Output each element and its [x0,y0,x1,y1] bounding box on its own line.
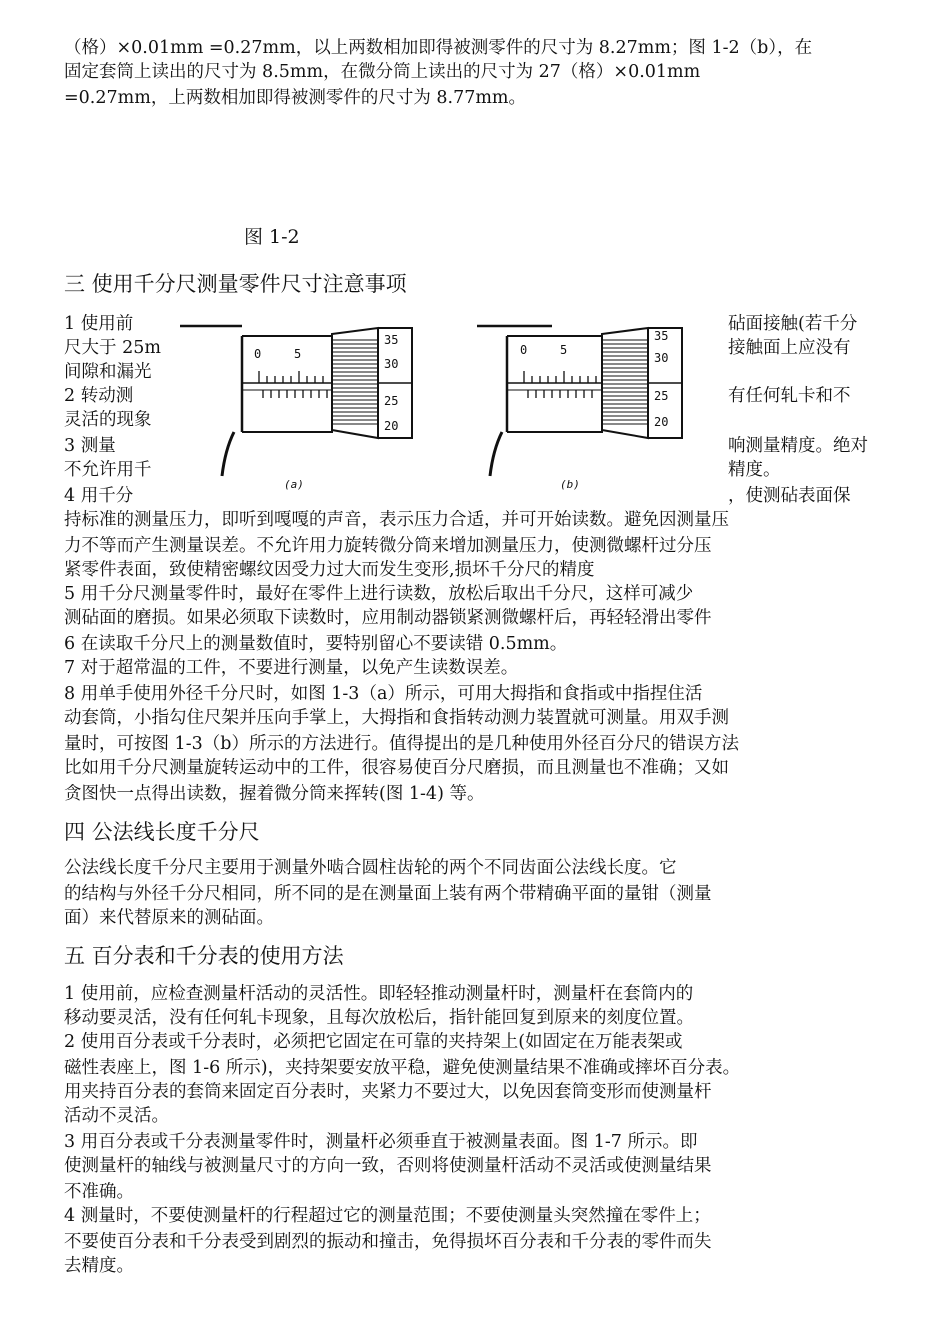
thimble-label: 35 [384,333,399,347]
text-line: 比如用千分尺测量旋转运动中的工件，很容易使百分尺磨损，而且测量也不准确；又如 [64,758,729,778]
thimble-label: 25 [384,394,399,408]
text-line: 2 转动测 [64,386,134,406]
text-line: 间隙和漏光 [64,362,152,382]
text-line: 7 对于超常温的工件，不要进行测量，以免产生读数误差。 [64,658,519,678]
text-line: 移动要灵活，没有任何轧卡现象，且每次放松后，指针能回复到原来的刻度位置。 [64,1008,694,1028]
text-line: 磁性表座上，图 1-6 所示)，夹持架要安放平稳，避免使测量结果不准确或摔坏百分表。 [64,1058,741,1078]
text-line: 使测量杆的轴线与被测量尺寸的方向一致，否则将使测量杆活动不灵活或使测量结果 [64,1156,712,1176]
thimble-label: 25 [654,389,669,403]
text-line: 8 用单手使用外径千分尺时，如图 1-3（a）所示，可用大拇指和食指或中指捏住活 [64,684,703,704]
text-line: 活动不灵活。 [64,1106,169,1126]
text-line: 3 用百分表或千分表测量零件时，测量杆必须垂直于被测量表面。图 1-7 所示。即 [64,1132,698,1152]
text-line: ，使测砧表面保 [728,486,851,506]
thimble-label: 35 [654,329,669,343]
text-line: 持标准的测量压力，即听到嘎嘎的声音，表示压力合适，并可开始读数。避免因测量压 [64,510,729,530]
text-line: 5 用千分尺测量零件时，最好在零件上进行读数，放松后取出千分尺，这样可减少 [64,584,694,604]
text-line: 不要使百分表和千分表受到剧烈的振动和撞击，免得损坏百分表和千分表的零件而失 [64,1232,712,1252]
text-line: 尺大于 25m [64,338,161,358]
thimble-label: 20 [384,419,399,433]
text-line: 有任何轧卡和不 [728,386,851,406]
text-line: 砧面接触(若千分 [728,314,858,334]
text-line: 4 用千分 [64,486,134,506]
subfigure-label-b: (b) [560,478,580,491]
text-line: 紧零件表面，致使精密螺纹因受力过大而发生变形,损坏千分尺的精度 [64,560,595,580]
sleeve-label: 5 [294,347,302,361]
text-line: 响测量精度。绝对 [728,436,868,456]
text-line: 的结构与外径千分尺相同，所不同的是在测量面上装有两个带精确平面的量钳（测量 [64,884,712,904]
text-line: 4 测量时，不要使测量杆的行程超过它的测量范围；不要使测量头突然撞在零件上； [64,1206,711,1226]
text-line: 精度。 [728,460,781,480]
section-heading: 三 使用千分尺测量零件尺寸注意事项 [64,272,407,296]
text-line: 贪图快一点得出读数，握着微分筒来挥转(图 1-4) 等。 [64,784,485,804]
text-line: （格）×0.01mm =0.27mm，以上两数相加即得被测零件的尺寸为 8.27mm；图 1-2（b），在 [64,38,813,58]
thimble-label: 30 [384,357,399,371]
sleeve-label: 5 [560,343,568,357]
text-line: 1 使用前，应检查测量杆活动的灵活性。即轻轻推动测量杆时，测量杆在套筒内的 [64,984,694,1004]
subfigure-label-a: (a) [284,478,304,491]
text-line: 2 使用百分表或千分表时，必须把它固定在可靠的夹持架上(如固定在万能表架或 [64,1032,683,1052]
thimble-label: 30 [654,351,669,365]
text-line: 3 测量 [64,436,116,456]
thimble-label: 20 [654,415,669,429]
text-line: 固定套筒上读出的尺寸为 8.5mm，在微分筒上读出的尺寸为 27（格）×0.01mm [64,62,701,82]
text-line: 量时，可按图 1-3（b）所示的方法进行。值得提出的是几种使用外径百分尺的错误方法 [64,734,739,754]
section-heading: 四 公法线长度千分尺 [64,820,260,844]
text-line: 动套筒，小指勾住尺架并压向手掌上，大拇指和食指转动测力装置就可测量。用双手测 [64,708,729,728]
text-line: 公法线长度千分尺主要用于测量外啮合圆柱齿轮的两个不同齿面公法线长度。它 [64,858,677,878]
text-line: =0.27mm，上两数相加即得被测零件的尺寸为 8.77mm。 [64,88,527,108]
text-line: 面）来代替原来的测砧面。 [64,908,274,928]
text-line: 用夹持百分表的套筒来固定百分表时，夹紧力不要过大，以免因套筒变形而使测量杆 [64,1082,712,1102]
micrometer-diagrams [172,314,728,500]
text-line: 不准确。 [64,1182,134,1202]
text-line: 力不等而产生测量误差。不允许用力旋转微分筒来增加测量压力，使测微螺杆过分压 [64,536,712,556]
section-heading: 五 百分表和千分表的使用方法 [64,944,344,968]
sleeve-label: 0 [520,343,528,357]
text-line: 接触面上应没有 [728,338,851,358]
text-line: 不允许用千 [64,460,152,480]
micrometer-b [477,326,682,476]
figure-caption: 图 1-2 [244,226,300,248]
text-line: 1 使用前 [64,314,134,334]
sleeve-label: 0 [254,347,262,361]
text-line: 测砧面的磨损。如果必须取下读数时，应用制动器锁紧测微螺杆后，再轻轻滑出零件 [64,608,712,628]
text-line: 去精度。 [64,1256,134,1276]
text-line: 6 在读取千分尺上的测量数值时，要特别留心不要读错 0.5mm。 [64,634,568,654]
text-line: 灵活的现象 [64,410,152,430]
micrometer-figure [172,314,728,500]
